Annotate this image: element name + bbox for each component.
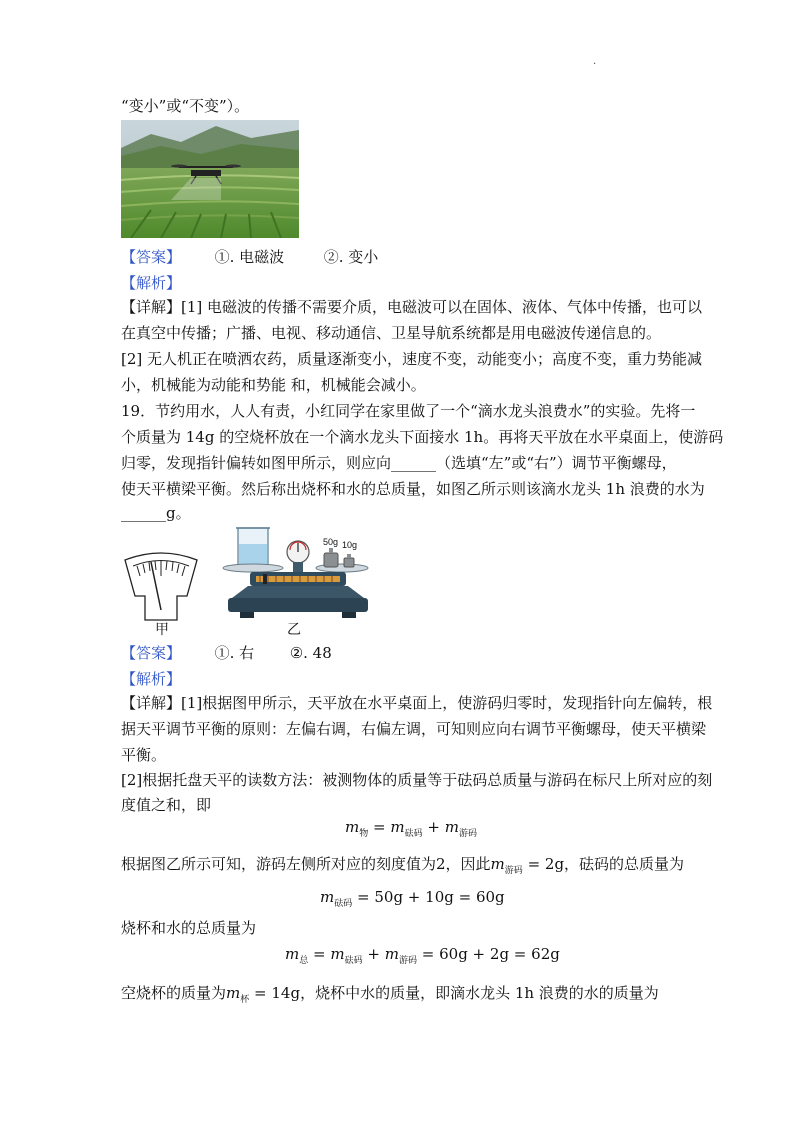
q18-answer-line	[121, 247, 378, 267]
var-m: m	[490, 855, 505, 873]
weight-50g-label: 50g	[323, 537, 339, 547]
q19-detail-3: 平衡。	[121, 746, 167, 764]
drone-field-photo	[121, 120, 299, 238]
answer-1: ①. 电磁波	[214, 248, 285, 266]
var-m: m	[444, 818, 459, 836]
rhs: = 50g + 10g = 60g	[352, 888, 505, 906]
sub-fama: 砝码	[404, 829, 423, 839]
equation-mass-sum: $m_物 = m_{砝码} + m_{游码}$	[345, 818, 477, 839]
q19-detail-4: [2]根据托盘天平的读数方法：被测物体的质量等于砝码总质量与游码在标尺上所对应的刻	[121, 771, 713, 789]
sub-wu: 物	[359, 829, 369, 839]
text: 根据图乙所示可知，游码左侧所对应的刻度值为2，因此	[121, 855, 491, 873]
q19-stem-3: 归零，发现指针偏转如图甲所示，则应向______（选填“左”或“右”）调节平衡螺母，	[121, 454, 677, 472]
answer-1: ①. 右	[214, 644, 255, 662]
answer-tag: 【答案】	[121, 248, 182, 266]
q18-detail-2: 在真空中传播；广播、电视、移动通信、卫星导航系统都是用电磁波传递信息的。	[121, 324, 662, 342]
var-m: m	[320, 888, 335, 906]
figure-jia-caption: 甲	[155, 622, 169, 638]
q19-stem-4: 使天平横梁平衡。然后称出烧杯和水的总质量，如图乙所示则该滴水龙头 1h 浪费的水为	[121, 480, 705, 498]
q19-detail-5: 度值之和，即	[121, 796, 212, 814]
sub-fama: 砝码	[334, 899, 353, 909]
figure-yi-caption: 乙	[287, 622, 301, 638]
sub-bei: 杯	[240, 995, 250, 1005]
sub-youma: 游码	[504, 866, 523, 876]
equation-total-mass: $m_总 = m_{砝码} + m_{游码} = 60g + 2g = 62g$	[285, 945, 560, 966]
q18-tail-line: “变小”或“不变”）。	[121, 97, 250, 115]
q18-detail-4: 小，机械能为动能和势能 和，机械能会减小。	[121, 376, 426, 394]
rider	[263, 574, 267, 584]
value: = 2g	[522, 855, 565, 873]
var-m: m	[226, 984, 241, 1002]
q19-detail-2: 据天平调节平衡的原则：左偏右调，右偏左调，可知则应向右调节平衡螺母，使天平横梁	[121, 720, 707, 738]
q18-analysis-tag: 【解析】	[121, 274, 182, 292]
q19-stem-1: 19．节约用水，人人有责，小红同学在家里做了一个“滴水龙头浪费水”的实验。先将一	[121, 402, 696, 420]
answer-2: ②. 变小	[323, 248, 379, 266]
sub-zong: 总	[299, 956, 309, 966]
q19-analysis-tag: 【解析】	[121, 670, 182, 688]
sub-youma: 游码	[458, 829, 477, 839]
var-m: m	[384, 945, 399, 963]
weight-10g-label: 10g	[342, 540, 358, 550]
figure-yi-balance	[220, 522, 370, 620]
equation-weights-total	[320, 886, 505, 915]
var-m: m	[390, 818, 405, 836]
q19-stem-2: 个质量为 14g 的空烧杯放在一个滴水龙头下面接水 1h。再将天平放在水平桌面上，使游码	[121, 428, 724, 446]
figure-jia-pointer-scale	[121, 548, 201, 623]
q18-detail-3: [2] 无人机正在喷洒农药，质量逐渐变小，速度不变，动能变小；高度不变，重力势能减	[121, 350, 703, 368]
var-m: m	[345, 818, 360, 836]
text: ，烧杯中水的质量，即滴水龙头 1h 浪费的水的质量为	[300, 984, 659, 1002]
answer-tag: 【答案】	[121, 644, 182, 662]
value: = 14g	[249, 984, 301, 1002]
sub-youma: 游码	[398, 956, 417, 966]
q19-detail-7: 烧杯和水的总质量为	[121, 919, 257, 937]
beaker-icon	[236, 528, 270, 566]
q19-answer-line	[121, 643, 332, 663]
q19-detail-6	[121, 853, 684, 882]
sub-fama: 砝码	[344, 956, 363, 966]
q19-stem-5: ______g。	[121, 504, 191, 522]
answer-2: ②. 48	[289, 644, 332, 662]
q18-detail-1: 【详解】[1] 电磁波的传播不需要介质，电磁波可以在固体、液体、气体中传播，也可以	[121, 298, 703, 316]
text: ，砝码的总质量为	[564, 855, 685, 873]
text: 空烧杯的质量为	[121, 984, 227, 1002]
page-mark: .	[593, 56, 597, 67]
var-m: m	[285, 945, 300, 963]
q19-detail-1: 【详解】[1]根据图甲所示，天平放在水平桌面上，使游码归零时，发现指针向左偏转，根	[121, 694, 713, 712]
var-m: m	[330, 945, 345, 963]
q19-detail-8	[121, 982, 659, 1011]
rhs: = 60g + 2g = 62g	[417, 945, 560, 963]
